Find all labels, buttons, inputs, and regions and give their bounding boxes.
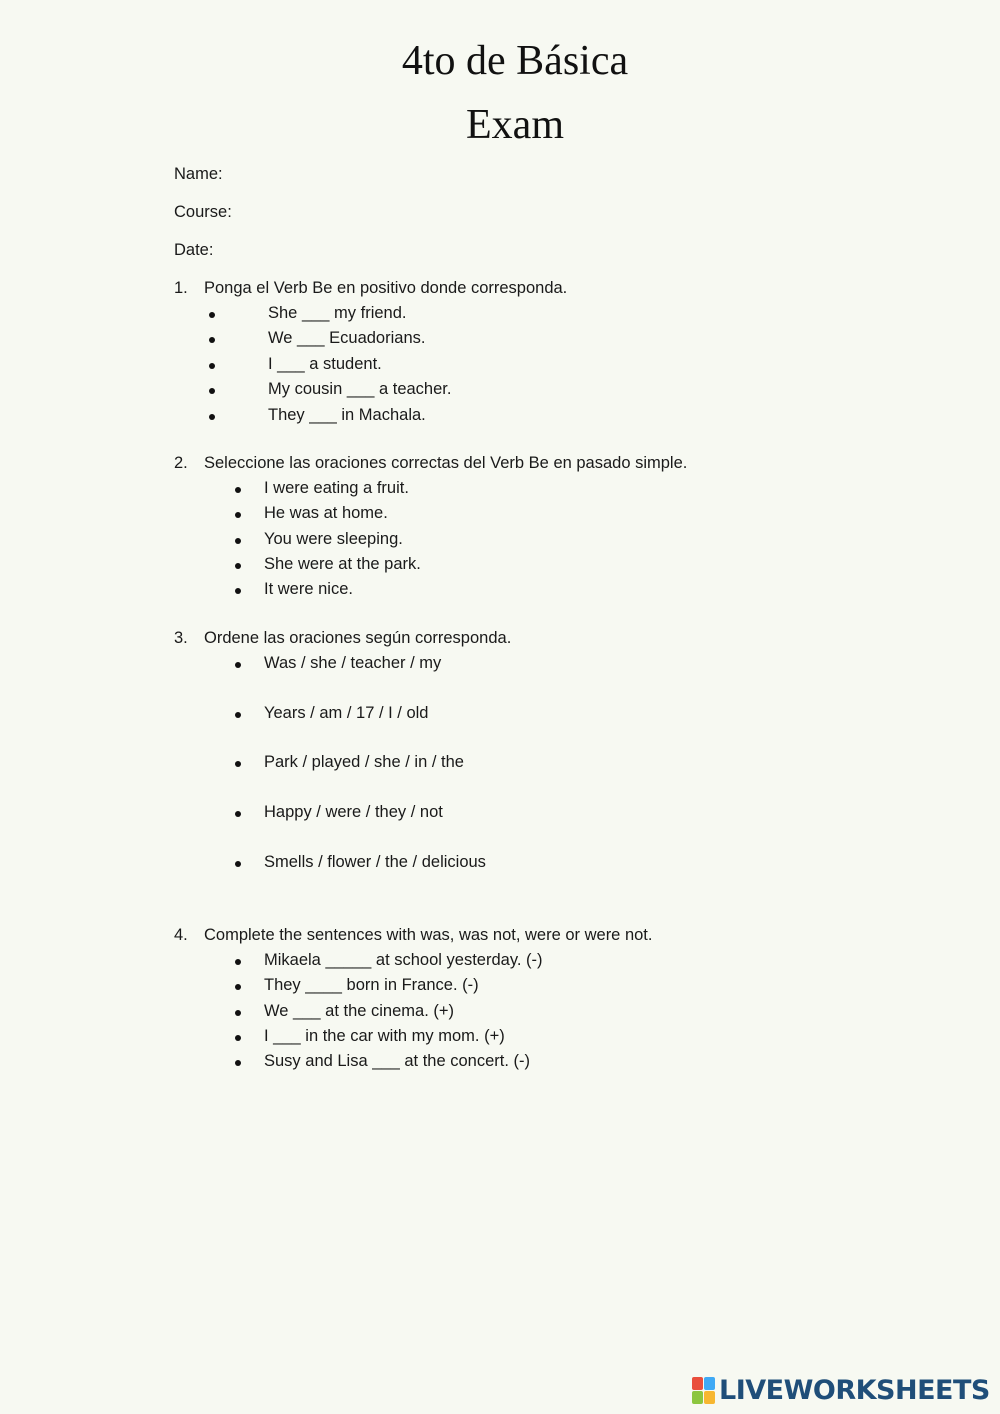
question-4-items	[264, 951, 543, 1077]
page-title: 4to de Básica	[401, 38, 629, 84]
list-item: It were nice.	[264, 580, 421, 605]
list-item: You were sleeping.	[264, 530, 421, 555]
page-subtitle: Exam	[466, 102, 564, 148]
question-3-items	[264, 654, 486, 902]
course-field-label: Course:	[174, 203, 232, 221]
question-3	[174, 629, 511, 648]
question-text: Complete the sentences with was, was not, were or were not.	[204, 926, 653, 944]
list-item: He was at home.	[264, 504, 421, 529]
list-item: Smells / flower / the / delicious	[264, 853, 486, 903]
list-item: We ___ at the cinema. (+)	[264, 1002, 543, 1027]
liveworksheets-logo	[692, 1376, 990, 1404]
question-2	[174, 454, 687, 473]
question-text: Ponga el Verb Be en positivo donde corresponda.	[204, 279, 568, 297]
list-item: I were eating a fruit.	[264, 479, 421, 504]
list-item: We ___ Ecuadorians.	[239, 329, 451, 354]
list-item: Happy / were / they / not	[264, 803, 486, 853]
list-item: They ____ born in France. (-)	[264, 976, 543, 1001]
liveworksheets-logo-icon	[692, 1377, 715, 1404]
list-item: Was / she / teacher / my	[264, 654, 486, 704]
question-2-items	[264, 479, 421, 605]
list-item: My cousin ___ a teacher.	[239, 380, 451, 405]
list-item: She ___ my friend.	[239, 304, 451, 329]
question-1	[174, 279, 567, 298]
list-item: Years / am / 17 / I / old	[264, 704, 486, 754]
question-text: Ordene las oraciones según corresponda.	[204, 629, 512, 647]
question-number: 3.	[174, 629, 188, 647]
list-item: Park / played / she / in / the	[264, 753, 486, 803]
logo-text: LIVEWORKSHEETS	[719, 1374, 990, 1406]
question-number: 2.	[174, 454, 188, 472]
question-1-items	[239, 304, 451, 431]
name-field-label: Name:	[174, 165, 223, 183]
list-item: Susy and Lisa ___ at the concert. (-)	[264, 1052, 543, 1077]
list-item: They ___ in Machala.	[239, 406, 451, 431]
question-number: 1.	[174, 279, 188, 297]
list-item: I ___ in the car with my mom. (+)	[264, 1027, 543, 1052]
question-4	[174, 926, 652, 945]
question-number: 4.	[174, 926, 188, 944]
question-text: Seleccione las oraciones correctas del Verb Be en pasado simple.	[204, 454, 688, 472]
list-item: I ___ a student.	[239, 355, 451, 380]
list-item: Mikaela _____ at school yesterday. (-)	[264, 951, 543, 976]
date-field-label: Date:	[174, 241, 214, 259]
list-item: She were at the park.	[264, 555, 421, 580]
